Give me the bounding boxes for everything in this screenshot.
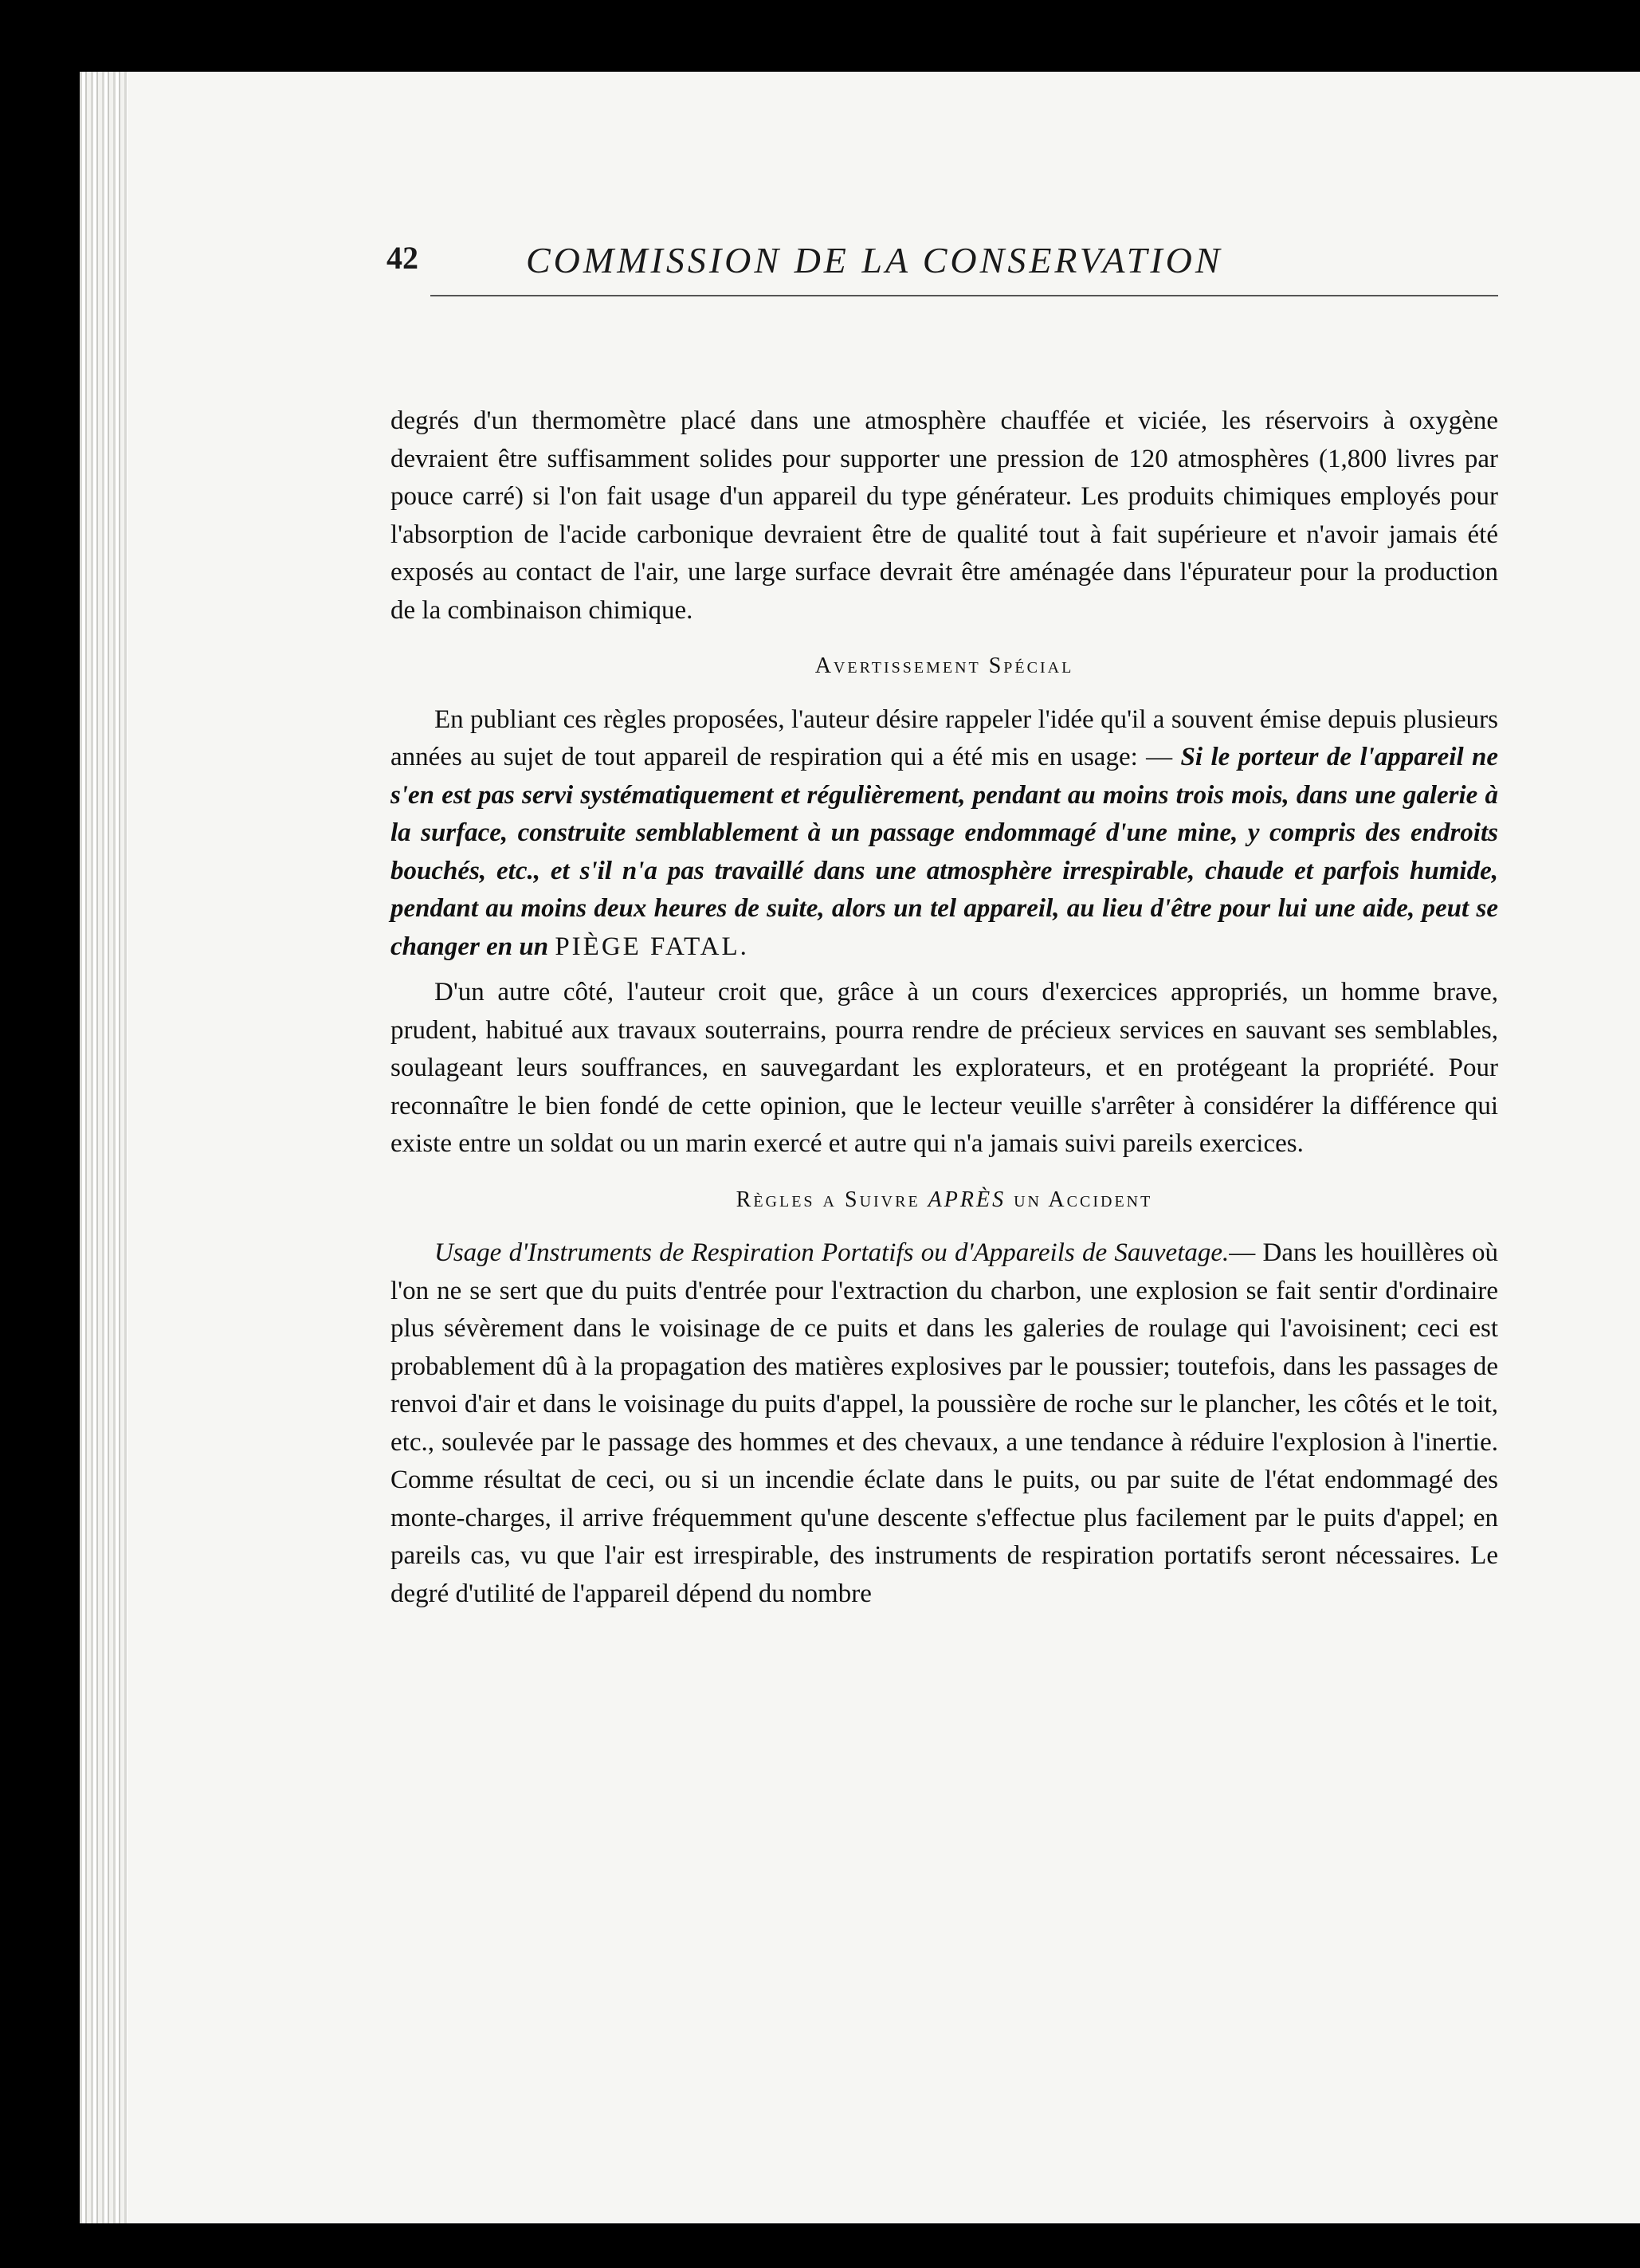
heading-2-italic: APRÈS (928, 1187, 1006, 1212)
paragraph-3: D'un autre côté, l'auteur croit que, grâce à un cours d'exercices appropriés, un homme brave, prudent, habitué aux travaux souterrains, pourra rendre de précieux services en sauvant ses semblables, soulageant leurs souffrances, en sauvegardant les explorateurs, et en protégeant la propriété. Pour reconnaître le bien fondé de cette opinion, que le lecteur veuille s'arrêter à considérer la différence qui existe entre un soldat ou un marin exercé et autre qui n'a jamais suivi pareils exercices. (390, 978, 1498, 1158)
page-body (390, 402, 1498, 1613)
page-number: 42 (386, 240, 418, 276)
page-binding-edge (80, 72, 128, 2223)
running-title: COMMISSION DE LA CONSERVATION (526, 240, 1223, 281)
paragraph-2-caps: PIÈGE FATAL. (555, 932, 749, 961)
paragraph-2-italic: Si le porteur de l'appareil ne s'en est pas servi systématiquement et régulièrement, pendant au moins trois mois, dans une galerie à la surface, construite semblablement à un passage endommagé d'une mine, y compris des endroits bouchés, etc., et s'il n'a pas travaillé dans une atmosphère irrespirable, chaude et parfois humide, pendant au moins deux heures de suite, alors un tel appareil, au lieu d'être pour lui une aide, peut se changer en un (390, 743, 1498, 961)
section-heading-regles (390, 1181, 1498, 1219)
heading-2-pre: Règles a Suivre (736, 1187, 928, 1212)
page-header (386, 239, 1502, 303)
paragraph-2-intro: En publiant ces règles proposées, l'auteur désire rappeler l'idée qu'il a souvent émise depuis plusieurs années au sujet de tout appareil de respiration qui a été mis en usage: — (390, 704, 1498, 771)
paragraph-1: degrés d'un thermomètre placé dans une atmosphère chauffée et viciée, les réservoirs à oxygène devraient être suffisamment solides pour supporter une pression de 120 atmosphères (1,800 livres par pouce carré) si l'on fait usage d'un appareil du type générateur. Les produits chimiques employés pour l'absorption de l'acide carbonique devraient être de qualité tout à fait supérieure et n'avoir jamais été exposés au contact de l'air, une large surface devrait être aménagée dans l'épurateur pour la production de la combinaison chimique. (390, 406, 1498, 625)
section-heading-avertissement: Avertissement Spécial (814, 653, 1074, 678)
paragraph-4 (390, 1234, 1498, 1613)
paragraph-4-lead: Usage d'Instruments de Respiration Portatifs ou d'Appareils de Sauvetage. (434, 1238, 1230, 1267)
heading-2-post: un Accident (1006, 1187, 1153, 1212)
header-rule (430, 295, 1498, 296)
paragraph-4-text: — Dans les houillères où l'on ne se sert que du puits d'entrée pour l'extraction du charbon, une explosion se fait sentir d'ordinaire plus sévèrement dans le voisinage de ce puits et dans les galeries de roulage qui l'avoisinent; ceci est probablement dû à la propagation des matières explosives par le poussier; toutefois, dans les passages de renvoi d'air et dans le voisinage du puits d'appel, la poussière de roche sur le plancher, les côtés et le toit, etc., soulevée par le passage des hommes et des chevaux, a une tendance à réduire l'explosion à l'inertie. Comme résultat de ceci, ou si un incendie éclate dans le puits, ou par suite de l'état endommagé des monte-charges, il arrive fréquemment qu'une descente s'effectue plus facilement par le puits d'appel; en pareils cas, vu que l'air est irrespirable, des instruments de respiration portatifs seront nécessaires. Le degré d'utilité de l'appareil dépend du nombre (390, 1238, 1498, 1608)
paragraph-2 (390, 701, 1498, 967)
